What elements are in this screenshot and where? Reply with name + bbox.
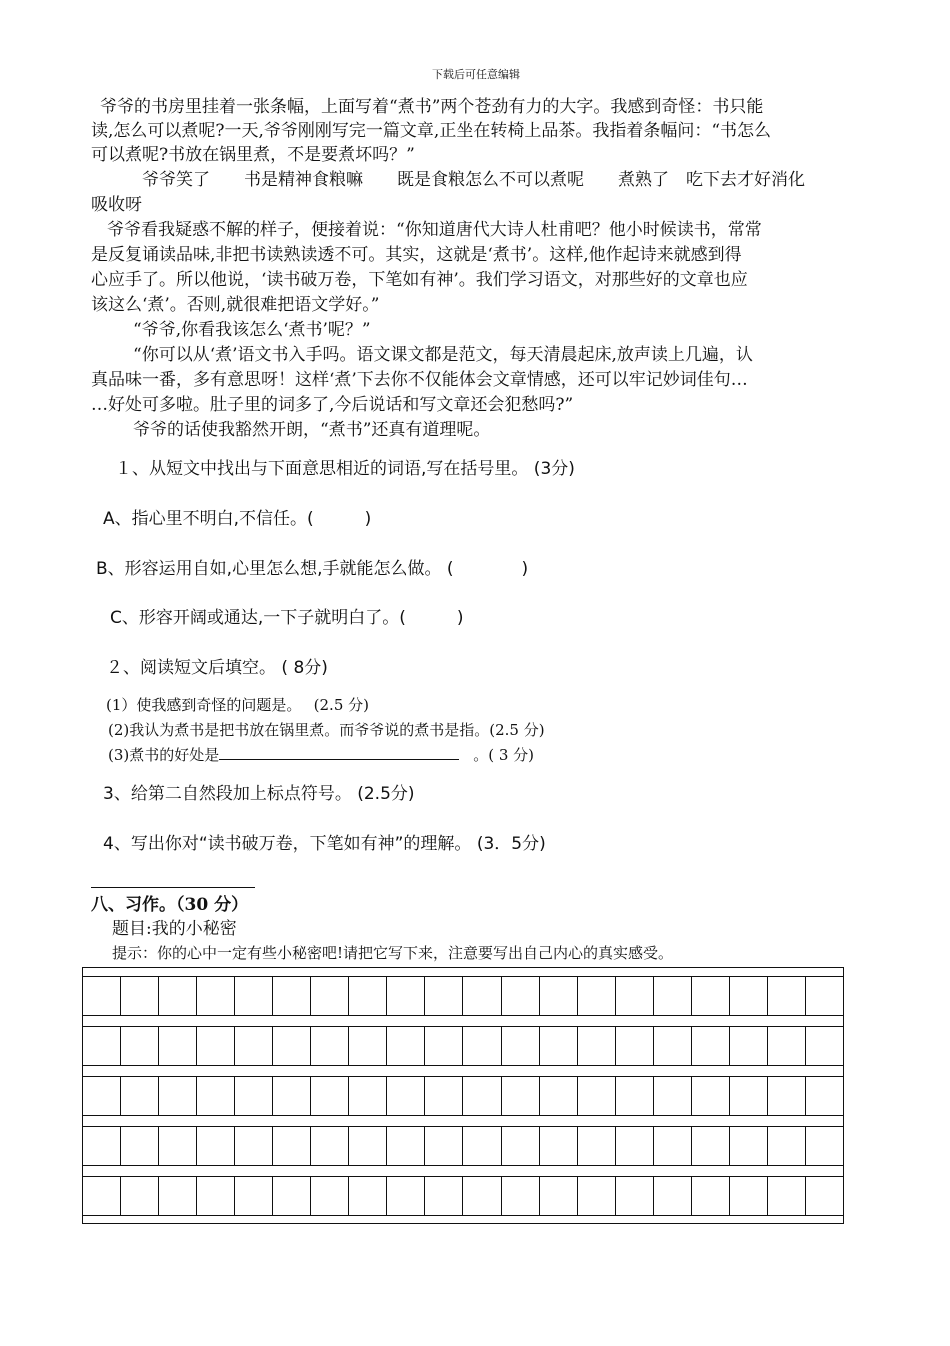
- grid-cell[interactable]: [730, 1177, 768, 1215]
- grid-cell[interactable]: [768, 1127, 806, 1165]
- question-2-1: (1）使我感到奇怪的问题是。 (2.5 分): [106, 696, 369, 714]
- passage-line-9: 该这么‘煮’。否则,就很难把语文学好。”: [91, 295, 380, 315]
- grid-cell[interactable]: [654, 1027, 692, 1065]
- grid-cell[interactable]: [235, 1127, 273, 1165]
- grid-cell[interactable]: [121, 1127, 159, 1165]
- grid-cell[interactable]: [463, 977, 501, 1015]
- grid-cell[interactable]: [463, 1027, 501, 1065]
- grid-cell[interactable]: [768, 1177, 806, 1215]
- question-2-2: (2)我认为煮书是把书放在锅里煮。而爷爷说的煮书是指。(2.5 分): [108, 721, 545, 739]
- grid-cell[interactable]: [616, 1027, 654, 1065]
- grid-row: [82, 976, 844, 1016]
- grid-cell[interactable]: [273, 1027, 311, 1065]
- passage-line-11: “你可以从‘煮’语文书入手吗。语文课文都是范文，每天清晨起床,放声读上几遍，认: [133, 345, 753, 365]
- grid-cell[interactable]: [273, 977, 311, 1015]
- passage-line-13: …好处可多啦。肚子里的词多了,今后说话和写文章还会犯愁吗?”: [91, 395, 574, 415]
- grid-cell[interactable]: [463, 1127, 501, 1165]
- grid-row: [82, 1026, 844, 1066]
- grid-cell[interactable]: [616, 1177, 654, 1215]
- grid-cell[interactable]: [159, 977, 197, 1015]
- grid-row: [82, 1126, 844, 1166]
- passage-line-5: 吸收呀: [91, 195, 142, 215]
- grid-cell[interactable]: [235, 1027, 273, 1065]
- question-2: ２、阅读短文后填空。 ( 8分): [106, 658, 328, 678]
- grid-cell[interactable]: [692, 1077, 730, 1115]
- question-1: １、从短文中找出与下面意思相近的词语,写在括号里。 (3分): [115, 459, 575, 479]
- question-2-3-prefix: (3)煮书的好处是: [108, 746, 220, 764]
- grid-cell[interactable]: [235, 1077, 273, 1115]
- composition-heading: 八、习作。（30 分）: [91, 895, 249, 915]
- grid-cell[interactable]: [273, 1127, 311, 1165]
- grid-cell[interactable]: [349, 977, 387, 1015]
- grid-cell[interactable]: [768, 1077, 806, 1115]
- grid-cell[interactable]: [806, 1177, 843, 1215]
- grid-cell[interactable]: [83, 1027, 121, 1065]
- grid-cell[interactable]: [197, 1027, 235, 1065]
- grid-cell[interactable]: [692, 1027, 730, 1065]
- composition-title: 题目:我的小秘密: [112, 919, 237, 939]
- grid-cell[interactable]: [502, 1077, 540, 1115]
- grid-cell[interactable]: [806, 1027, 843, 1065]
- grid-cell[interactable]: [349, 1077, 387, 1115]
- passage-line-12: 真品味一番，多有意思呀！这样‘煮’下去你不仅能体会文章情感，还可以牢记妙词佳句…: [91, 370, 748, 390]
- grid-cell[interactable]: [654, 1177, 692, 1215]
- grid-cell[interactable]: [197, 1127, 235, 1165]
- grid-cell[interactable]: [159, 1027, 197, 1065]
- question-1a: A、指心里不明白,不信任。( ): [103, 509, 372, 529]
- grid-cell[interactable]: [83, 977, 121, 1015]
- page-header: 下载后可任意编辑: [432, 68, 520, 81]
- grid-cell[interactable]: [502, 1127, 540, 1165]
- grid-cell[interactable]: [806, 1077, 843, 1115]
- answer-blank[interactable]: [219, 745, 459, 760]
- grid-cell[interactable]: [578, 1027, 616, 1065]
- grid-cell[interactable]: [540, 1077, 578, 1115]
- question-1b: B、形容运用自如,心里怎么想,手就能怎么做。 ( ): [96, 559, 529, 579]
- grid-cell[interactable]: [83, 1077, 121, 1115]
- question-1c: C、形容开阔或通达,一下子就明白了。( ): [110, 608, 464, 628]
- passage-line-7: 是反复诵读品味,非把书读熟读透不可。其实，这就是‘煮书’。这样,他作起诗来就感到得: [91, 245, 742, 265]
- grid-cell[interactable]: [159, 1127, 197, 1165]
- grid-cell[interactable]: [730, 977, 768, 1015]
- grid-cell[interactable]: [502, 1177, 540, 1215]
- grid-cell[interactable]: [692, 977, 730, 1015]
- grid-cell[interactable]: [616, 1077, 654, 1115]
- grid-cell[interactable]: [502, 977, 540, 1015]
- grid-cell[interactable]: [463, 1177, 501, 1215]
- grid-cell[interactable]: [387, 1127, 425, 1165]
- grid-cell[interactable]: [425, 1027, 463, 1065]
- passage-line-4: 爷爷笑了 书是精神食粮嘛 既是食粮怎么不可以煮呢 煮熟了 吃下去才好消化: [142, 170, 805, 190]
- grid-row: [82, 1176, 844, 1216]
- grid-cell[interactable]: [273, 1177, 311, 1215]
- passage-line-14: 爷爷的话使我豁然开朗，“煮书”还真有道理呢。: [133, 420, 491, 440]
- grid-cell[interactable]: [83, 1177, 121, 1215]
- grid-cell[interactable]: [83, 1127, 121, 1165]
- grid-cell[interactable]: [425, 977, 463, 1015]
- grid-cell[interactable]: [692, 1177, 730, 1215]
- grid-cell[interactable]: [806, 977, 843, 1015]
- grid-cell[interactable]: [654, 977, 692, 1015]
- grid-cell[interactable]: [425, 1177, 463, 1215]
- passage-line-1: 爷爷的书房里挂着一张条幅，上面写着“煮书”两个苍劲有力的大字。我感到奇怪：书只能: [100, 97, 764, 117]
- grid-cell[interactable]: [730, 1077, 768, 1115]
- grid-cell[interactable]: [121, 1177, 159, 1215]
- question-3: 3、给第二自然段加上标点符号。 (2.5分): [103, 784, 415, 804]
- grid-cell[interactable]: [311, 1077, 349, 1115]
- grid-cell[interactable]: [502, 1027, 540, 1065]
- composition-hint: 提示：你的心中一定有些小秘密吧!请把它写下来，注意要写出自己内心的真实感受。: [112, 944, 674, 962]
- grid-cell[interactable]: [730, 1027, 768, 1065]
- grid-cell[interactable]: [540, 1177, 578, 1215]
- question-2-3: [108, 743, 534, 768]
- grid-cell[interactable]: [235, 977, 273, 1015]
- grid-row: [82, 1076, 844, 1116]
- grid-cell[interactable]: [654, 1077, 692, 1115]
- grid-cell[interactable]: [311, 1177, 349, 1215]
- grid-cell[interactable]: [540, 977, 578, 1015]
- grid-cell[interactable]: [311, 1027, 349, 1065]
- passage-line-2: 读,怎么可以煮呢?一天,爷爷刚刚写完一篇文章,正坐在转椅上品茶。我指着条幅问：“书怎么: [91, 121, 772, 141]
- grid-cell[interactable]: [235, 1177, 273, 1215]
- grid-cell[interactable]: [197, 1177, 235, 1215]
- grid-cell[interactable]: [159, 1177, 197, 1215]
- passage-line-6: 爷爷看我疑惑不解的样子，便接着说：“你知道唐代大诗人杜甫吧？他小时候读书，常常: [107, 220, 762, 240]
- grid-cell[interactable]: [768, 977, 806, 1015]
- grid-cell[interactable]: [197, 977, 235, 1015]
- grid-cell[interactable]: [806, 1127, 843, 1165]
- grid-cell[interactable]: [578, 1077, 616, 1115]
- grid-cell[interactable]: [387, 1177, 425, 1215]
- grid-cell[interactable]: [578, 1127, 616, 1165]
- grid-cell[interactable]: [540, 1027, 578, 1065]
- passage-line-8: 心应手了。所以他说，‘读书破万卷，下笔如有神’。我们学习语文，对那些好的文章也应: [91, 270, 748, 290]
- grid-cell[interactable]: [654, 1127, 692, 1165]
- grid-cell[interactable]: [768, 1027, 806, 1065]
- grid-cell[interactable]: [197, 1077, 235, 1115]
- passage-line-10: “爷爷,你看我该怎么‘煮书’呢？”: [133, 320, 371, 340]
- passage-line-3: 可以煮呢?书放在锅里煮，不是要煮坏吗？”: [91, 145, 415, 165]
- question-2-3-suffix: 。( 3 分): [473, 746, 535, 764]
- section-divider: [91, 887, 255, 888]
- grid-cell[interactable]: [273, 1077, 311, 1115]
- grid-cell[interactable]: [387, 1027, 425, 1065]
- grid-cell[interactable]: [387, 977, 425, 1015]
- grid-cell[interactable]: [311, 977, 349, 1015]
- grid-cell[interactable]: [425, 1127, 463, 1165]
- grid-cell[interactable]: [349, 1027, 387, 1065]
- grid-cell[interactable]: [349, 1127, 387, 1165]
- grid-cell[interactable]: [463, 1077, 501, 1115]
- grid-cell[interactable]: [616, 1127, 654, 1165]
- grid-cell[interactable]: [311, 1127, 349, 1165]
- grid-cell[interactable]: [121, 1027, 159, 1065]
- grid-cell[interactable]: [121, 1077, 159, 1115]
- grid-cell[interactable]: [121, 977, 159, 1015]
- grid-cell[interactable]: [425, 1077, 463, 1115]
- grid-cell[interactable]: [159, 1077, 197, 1115]
- grid-cell[interactable]: [692, 1127, 730, 1165]
- grid-cell[interactable]: [578, 1177, 616, 1215]
- grid-cell[interactable]: [616, 977, 654, 1015]
- grid-cell[interactable]: [349, 1177, 387, 1215]
- question-4: 4、写出你对“读书破万卷，下笔如有神”的理解。 (3．5分): [103, 834, 546, 854]
- grid-cell[interactable]: [578, 977, 616, 1015]
- grid-cell[interactable]: [730, 1127, 768, 1165]
- grid-cell[interactable]: [387, 1077, 425, 1115]
- grid-cell[interactable]: [540, 1127, 578, 1165]
